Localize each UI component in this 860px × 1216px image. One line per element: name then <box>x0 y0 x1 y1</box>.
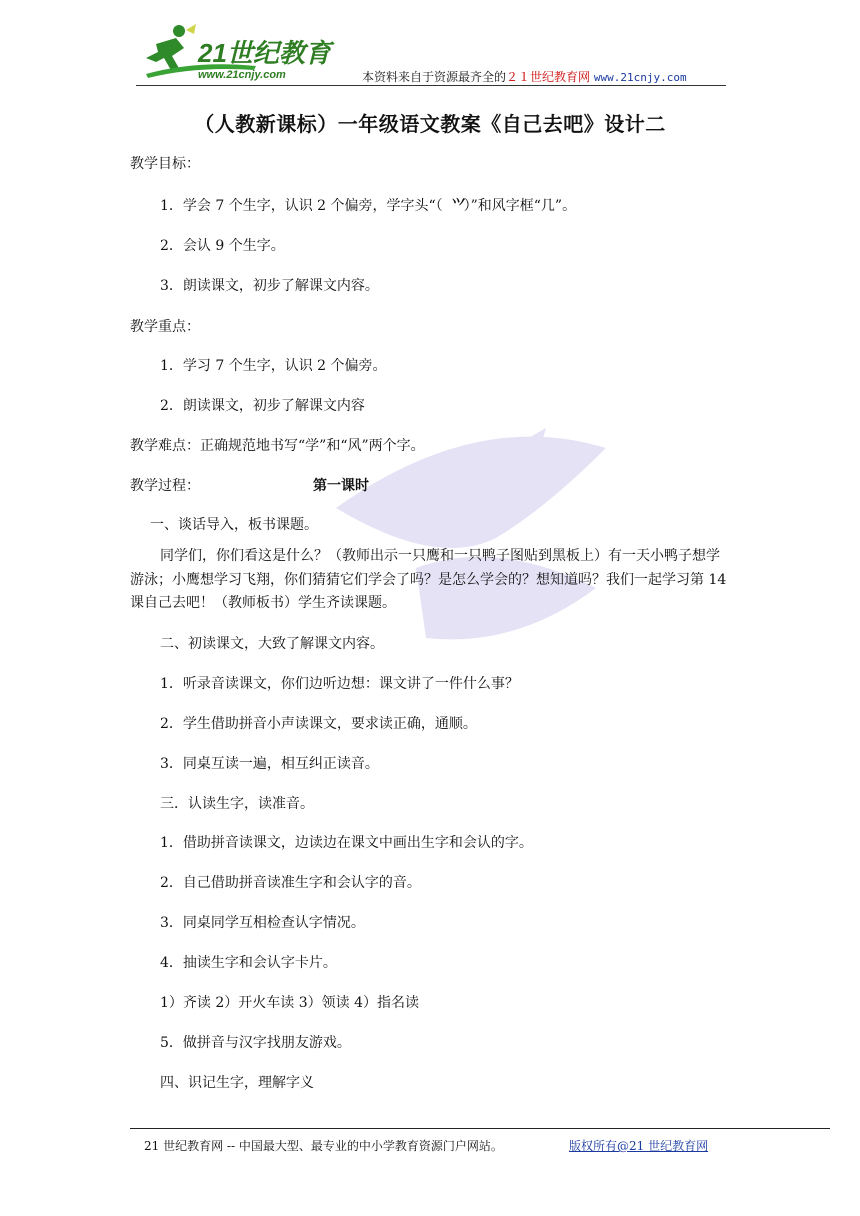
section-4-heading: 四、识记生字，理解字义 <box>160 1075 314 1091</box>
footer-copyright-link[interactable]: 版权所有@21 世纪教育网 <box>569 1139 709 1153</box>
footer-divider <box>130 1128 830 1129</box>
key-heading: 教学重点： <box>130 319 200 335</box>
goal-item-3: 3．朗读课文，初步了解课文内容。 <box>160 278 379 294</box>
process-heading: 教学过程： <box>130 478 200 494</box>
header-divider <box>136 85 726 86</box>
section-3-item-1: 1．借助拼音读课文，边读边在课文中画出生字和会认的字。 <box>160 835 533 851</box>
header-note-prefix: 本资料来自于资源最齐全的 <box>362 70 507 84</box>
page-title: （人教新课标）一年级语文教案《自己去吧》设计二 <box>194 112 666 136</box>
section-3-item-3: 3．同桌同学互相检查认字情况。 <box>160 915 365 931</box>
section-2-heading: 二、初读课文，大致了解课文内容。 <box>160 636 384 652</box>
section-2-item-3: 3．同桌互读一遍，相互纠正读音。 <box>160 756 379 772</box>
section-3-item-6: 5．做拼音与汉字找朋友游戏。 <box>160 1035 351 1051</box>
key-item-2: 2．朗读课文，初步了解课文内容 <box>160 398 365 414</box>
section-3-heading: 三．认读生字，读准音。 <box>160 796 314 812</box>
radical-glyph: ⺍ <box>451 198 464 214</box>
goal-1-text-a: 1．学会 7 个生字，认识 2 个偏旁，学字头“（ <box>160 198 443 214</box>
logo-url: www.21cnjy.com <box>198 69 286 81</box>
key-item-1: 1．学习 7 个生字，认识 2 个偏旁。 <box>160 358 387 374</box>
section-3-item-2: 2．自己借助拼音读准生字和会认字的音。 <box>160 875 421 891</box>
difficulty-line: 教学难点：正确规范地书写“学”和“风”两个字。 <box>130 438 425 454</box>
header-note <box>362 68 687 85</box>
section-2-item-1: 1．听录音读课文，你们边听边想：课文讲了一件什么事？ <box>160 676 519 692</box>
goal-1-text-b: ）”和风字框“几”。 <box>463 198 577 214</box>
header-brand-link[interactable]: ２１世纪教育网 <box>506 70 591 84</box>
intro-paragraph: 同学们，你们看这是什么？（教师出示一只鹰和一只鸭子图贴到黑板上）有一天小鸭子想学游泳；小鹰想学习飞翔，你们猜猜它们学会了吗？是怎么学会的？想知道吗？我们一起学习第 14 课自己去吧！（教师板书）学生齐读课题。 <box>130 548 727 611</box>
section-1-heading: 一、谈话导入，板书课题。 <box>150 517 318 533</box>
logo-text: 21世纪教育 <box>198 38 331 68</box>
section-3-item-4: 4．抽读生字和会认字卡片。 <box>160 955 337 971</box>
section-3-item-5: 1）齐读 2）开火车读 3）领读 4）指名读 <box>160 995 419 1011</box>
site-logo <box>136 22 346 84</box>
header-url-link[interactable]: www.21cnjy.com <box>593 71 687 84</box>
lesson-label: 第一课时 <box>313 478 369 494</box>
goal-item-2: 2．会认 9 个生字。 <box>160 238 285 254</box>
goal-item-1 <box>160 196 576 216</box>
goals-heading: 教学目标： <box>130 156 200 172</box>
section-2-item-2: 2．学生借助拼音小声读课文，要求读正确，通顺。 <box>160 716 477 732</box>
footer-text: 21 世纪教育网 -- 中国最大型、最专业的中小学教育资源门户网站。 <box>144 1139 503 1153</box>
